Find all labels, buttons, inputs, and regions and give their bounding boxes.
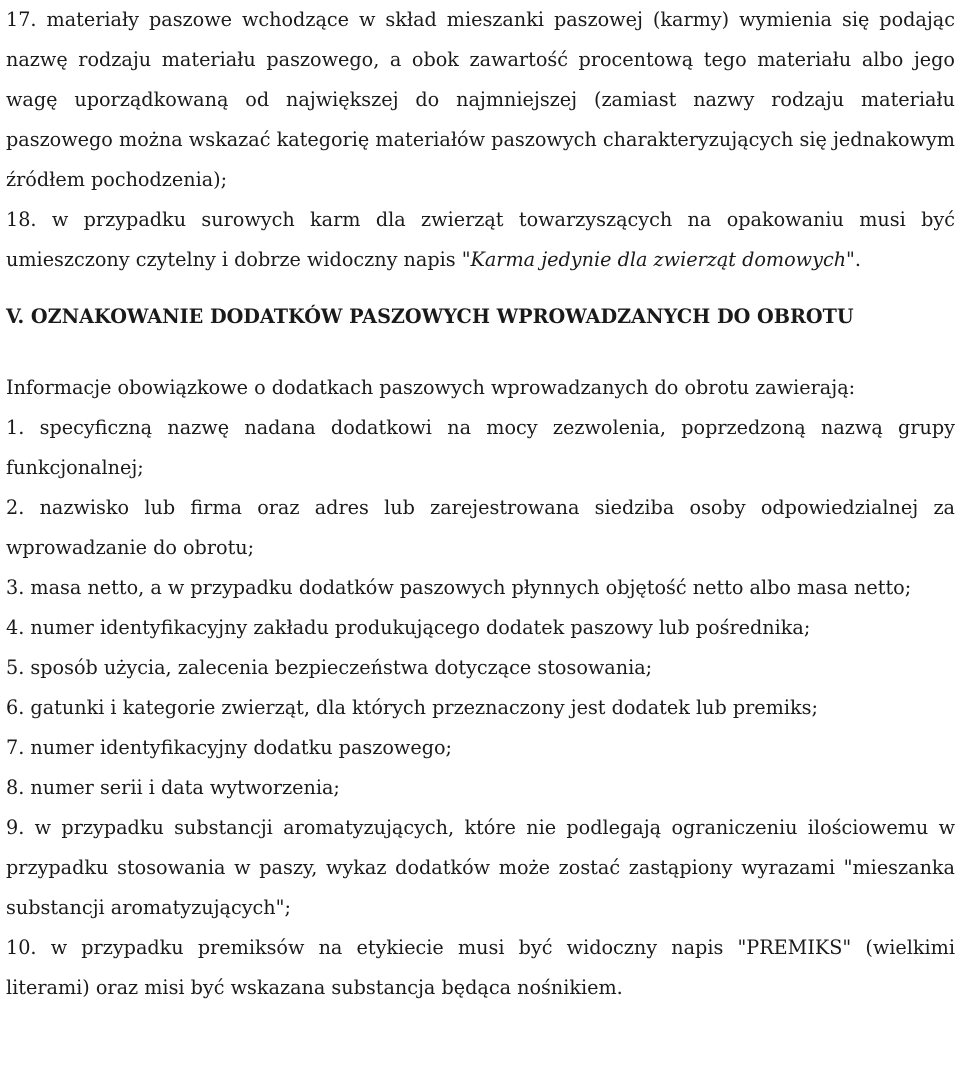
item-number: 2.: [6, 496, 25, 519]
list-item: [6, 408, 955, 488]
item-text: nazwisko lub firma oraz adres lub zarejestrowana siedziba osoby odpowiedzialnej za wprowadzanie do obrotu;: [6, 496, 955, 559]
list-item-18: [6, 200, 955, 280]
item-text: numer serii i data wytworzenia;: [30, 776, 340, 799]
item-text: specyficzną nazwę nadana dodatkowi na mocy zezwolenia, poprzedzoną nazwą grupy funkcjonalnej;: [6, 416, 955, 479]
item-number: 1.: [6, 416, 25, 439]
list-item: [6, 488, 955, 568]
list-item: [6, 768, 955, 808]
item-number: 5.: [6, 656, 25, 679]
item-text: numer identyfikacyjny zakładu produkującego dodatek paszowy lub pośrednika;: [30, 616, 811, 639]
list-item: [6, 928, 955, 1008]
section-intro: Informacje obowiązkowe o dodatkach paszowych wprowadzanych do obrotu zawierają:: [6, 376, 856, 399]
item-number: 17.: [6, 8, 37, 31]
item-number: 7.: [6, 736, 25, 759]
item-text: sposób użycia, zalecenia bezpieczeństwa dotyczące stosowania;: [30, 656, 653, 679]
item-number: 10.: [6, 936, 37, 959]
item-text-italic: Karma jedynie dla zwierząt domowych: [470, 248, 847, 271]
item-number: 18.: [6, 208, 37, 231]
item-text: w przypadku surowych karm dla zwierząt towarzyszących na opakowaniu musi być umieszczony czytelny i dobrze widoczny napis ": [6, 208, 955, 271]
list-item: [6, 808, 955, 928]
item-text: masa netto, a w przypadku dodatków paszowych płynnych objętość netto albo masa netto;: [30, 576, 912, 599]
item-number: 3.: [6, 576, 25, 599]
item-number: 9.: [6, 816, 25, 839]
item-text: numer identyfikacyjny dodatku paszowego;: [30, 736, 452, 759]
item-number: 4.: [6, 616, 25, 639]
list-item: [6, 728, 955, 768]
item-text: w przypadku premiksów na etykiecie musi być widoczny napis "PREMIKS" (wielkimi literami) oraz misi być wskazana substancja będąca nośnikiem.: [6, 936, 955, 999]
item-text: w przypadku substancji aromatyzujących, które nie podlegają ograniczeniu ilościowemu w przypadku stosowania w paszy, wykaz dodatków może zostać zastąpiony wyrazami "mieszanka substancji aromatyzujących";: [6, 816, 955, 919]
list-item: [6, 568, 955, 608]
document-page: [6, 0, 955, 1008]
item-number: 8.: [6, 776, 25, 799]
section-list: [6, 408, 955, 1008]
item-number: 6.: [6, 696, 25, 719]
item-text: materiały paszowe wchodzące w skład mieszanki paszowej (karmy) wymienia się podając nazwę rodzaju materiału paszowego, a obok zawartość procentową tego materiału albo jego wagę uporządkowaną od największej do najmniejszej (zamiast nazwy rodzaju materiału paszowego można wskazać kategorię materiałów paszowych charakteryzujących się jednakowym źródłem pochodzenia);: [6, 8, 955, 191]
item-text: gatunki i kategorie zwierząt, dla których przeznaczony jest dodatek lub premiks;: [30, 696, 818, 719]
list-item: [6, 688, 955, 728]
list-item: [6, 608, 955, 648]
list-item: [6, 648, 955, 688]
list-item-17: [6, 0, 955, 200]
item-text-end: ".: [846, 248, 861, 271]
section-heading: V. OZNAKOWANIE DODATKÓW PASZOWYCH WPROWADZANYCH DO OBROTU: [6, 305, 854, 328]
